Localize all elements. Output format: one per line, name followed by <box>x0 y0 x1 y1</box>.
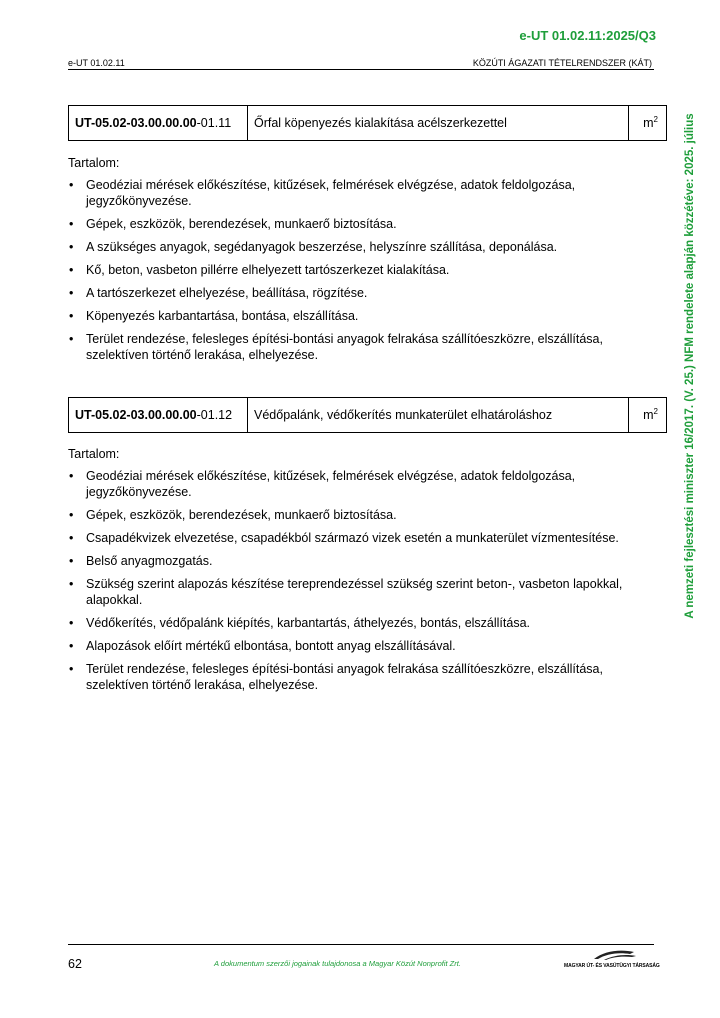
bullet-icon: • <box>69 263 74 277</box>
list-item <box>68 308 658 324</box>
list-item <box>68 468 658 500</box>
list-item <box>68 177 658 209</box>
item-contents-01-12 <box>68 446 658 700</box>
list-item-text: A szükséges anyagok, segédanyagok beszerzése, helyszínre szállítása, deponálása. <box>86 240 558 254</box>
list-item <box>68 331 658 363</box>
logo-text: MAGYAR ÚT- ÉS VASÚTÜGYI TÁRSASÁG <box>564 963 660 969</box>
bullet-icon: • <box>69 531 74 545</box>
publication-side-note: A nemzeti fejlesztési miniszter 16/2017. (V. 25.) NFM rendelete alapján közzétéve: 2025. július <box>684 113 696 619</box>
bullet-icon: • <box>69 332 74 346</box>
item-table-01-11 <box>68 105 667 141</box>
item-row <box>69 398 667 433</box>
list-item-text: Védőkerítés, védőpalánk kiépítés, karbantartás, áthelyezés, bontás, elszállítása. <box>86 616 531 630</box>
society-logo <box>564 946 660 970</box>
list-item <box>68 262 658 278</box>
contents-list <box>68 468 658 693</box>
list-item-text: A tartószerkezet elhelyezése, beállítása, rögzítése. <box>86 286 368 300</box>
item-unit-base: m <box>643 408 654 423</box>
bullet-icon: • <box>69 286 74 300</box>
list-item <box>68 530 658 546</box>
item-description: Védőpalánk, védőkerítés munkaterület elhatároláshoz <box>248 398 629 433</box>
list-item-text: Geodéziai mérések előkészítése, kitűzések, felmérések elvégzése, adatok feldolgozása, jegyzőkönyvezése. <box>86 178 576 208</box>
list-item-text: Csapadékvizek elvezetése, csapadékból származó vizek esetén a munkaterület vízmentesítése. <box>86 531 619 545</box>
list-item <box>68 661 658 693</box>
header-right-title: KÖZÚTI ÁGAZATI TÉTELRENDSZER (KÁT) <box>472 58 652 68</box>
list-item <box>68 615 658 631</box>
header-divider <box>68 69 654 70</box>
item-code-cell <box>69 106 248 141</box>
list-item <box>68 507 658 523</box>
list-item-text: Terület rendezése, felesleges építési-bontási anyagok felrakása szállítóeszközre, elszállítása, szelektíven történő lerakása, elhelyezése. <box>86 332 603 362</box>
list-item-text: Szükség szerint alapozás készítése tereprendezéssel szükség szerint beton-, vasbeton lapokkal, alapokkal. <box>86 577 623 607</box>
list-item <box>68 638 658 654</box>
bullet-icon: • <box>69 309 74 323</box>
list-item <box>68 216 658 232</box>
item-row <box>69 106 667 141</box>
bullet-icon: • <box>69 178 74 192</box>
list-item-text: Gépek, eszközök, berendezések, munkaerő biztosítása. <box>86 508 397 522</box>
item-unit <box>629 106 667 141</box>
list-item <box>68 285 658 301</box>
list-item-text: Belső anyagmozgatás. <box>86 554 213 568</box>
bullet-icon: • <box>69 616 74 630</box>
list-item-text: Gépek, eszközök, berendezések, munkaerő biztosítása. <box>86 217 397 231</box>
item-unit <box>629 398 667 433</box>
item-description: Őrfal köpenyezés kialakítása acélszerkezettel <box>248 106 629 141</box>
bullet-icon: • <box>69 639 74 653</box>
list-item <box>68 239 658 255</box>
item-code-cell <box>69 398 248 433</box>
contents-list <box>68 177 658 363</box>
list-item-text: Köpenyezés karbantartása, bontása, elszállítása. <box>86 309 359 323</box>
item-unit-base: m <box>643 116 654 131</box>
bullet-icon: • <box>69 508 74 522</box>
item-code-main: UT-05.02-03.00.00.00 <box>75 116 197 130</box>
bullet-icon: • <box>69 554 74 568</box>
bullet-icon: • <box>69 662 74 676</box>
item-code-main: UT-05.02-03.00.00.00 <box>75 408 197 422</box>
item-code-suffix: -01.11 <box>196 116 232 130</box>
list-item-text: Geodéziai mérések előkészítése, kitűzések, felmérések elvégzése, adatok feldolgozása, jegyzőkönyvezése. <box>86 469 576 499</box>
document-code: e-UT 01.02.11:2025/Q3 <box>519 28 656 43</box>
contents-label: Tartalom: <box>68 447 120 461</box>
bullet-icon: • <box>69 217 74 231</box>
list-item-text: Kő, beton, vasbeton pillérre elhelyezett tartószerkezet kialakítása. <box>86 263 450 277</box>
header-left-code: e-UT 01.02.11 <box>68 58 125 68</box>
contents-label: Tartalom: <box>68 156 120 170</box>
list-item <box>68 553 658 569</box>
list-item <box>68 576 658 608</box>
item-unit-exponent: 2 <box>653 115 658 125</box>
list-item-text: Alapozások előírt mértékű elbontása, bontott anyag elszállításával. <box>86 639 456 653</box>
item-unit-exponent: 2 <box>653 407 658 417</box>
bullet-icon: • <box>69 577 74 591</box>
bullet-icon: • <box>69 240 74 254</box>
bullet-icon: • <box>69 469 74 483</box>
item-code-suffix: -01.12 <box>196 408 233 422</box>
page-number: 62 <box>68 957 82 971</box>
list-item-text: Terület rendezése, felesleges építési-bontási anyagok felrakása szállítóeszközre, elszállítása, szelektíven történő lerakása, elhelyezése. <box>86 662 603 692</box>
item-contents-01-11 <box>68 155 658 370</box>
item-table-01-12 <box>68 397 667 433</box>
copyright-note: A dokumentum szerzői jogainak tulajdonosa a Magyar Közút Nonprofit Zrt. <box>214 959 461 968</box>
footer-divider <box>68 944 654 945</box>
